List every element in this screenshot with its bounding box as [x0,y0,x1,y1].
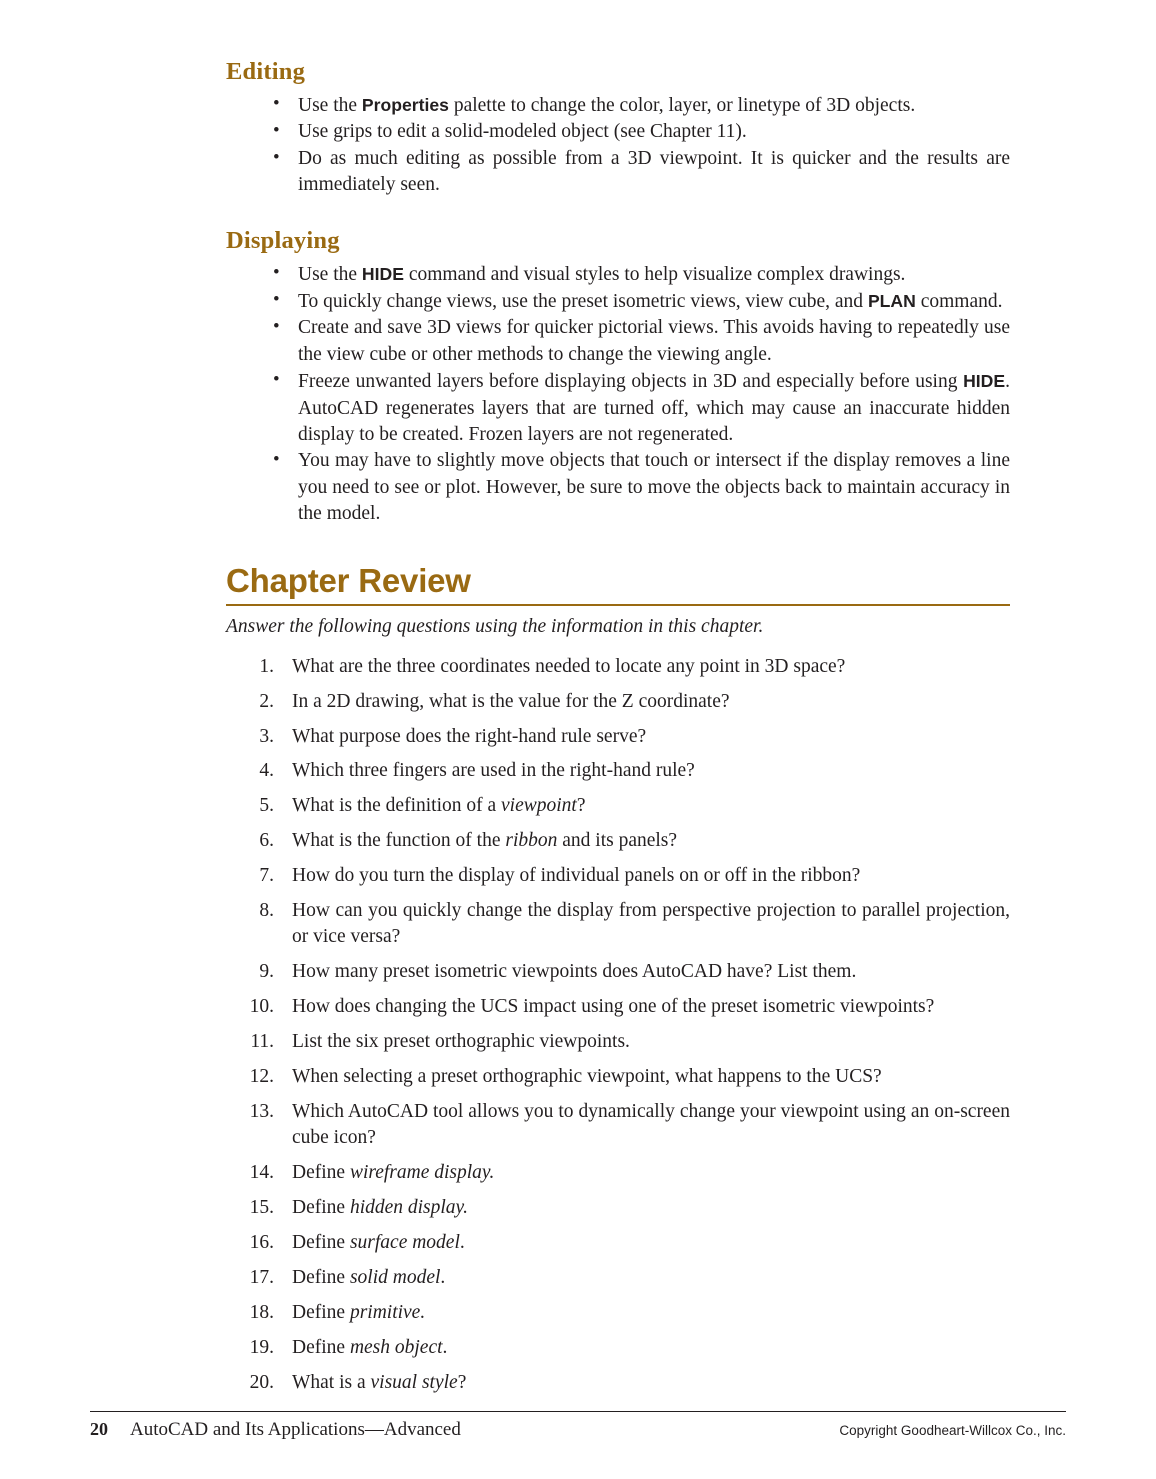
text-run: Define [292,1336,350,1358]
text-run: Which three fingers are used in the right-hand rule? [292,760,695,782]
text-run: In a 2D drawing, what is the value for the Z coordinate? [292,690,730,712]
emphasis-bold: HIDE [361,263,404,284]
review-question-item [234,1370,1010,1396]
footer-copyright: Copyright Goodheart-Willcox Co., Inc. [839,1423,1066,1438]
list-item [270,119,1010,145]
text-run: Define [292,1232,350,1254]
text-run: To quickly change views, use the preset isometric views, view cube, and [298,291,868,313]
emphasis-bold: PLAN [867,291,916,312]
review-question-item [234,1335,1010,1361]
text-run: Use grips to edit a solid-modeled object (see Chapter 11). [298,121,747,143]
list-item [270,288,1010,315]
text-run: How do you turn the display of individual panels on or off in the ribbon? [292,865,861,887]
text-run: . [459,1232,465,1254]
list-item [270,315,1010,368]
review-question-item [234,724,1010,750]
emphasis-italic: wireframe display. [349,1162,495,1184]
text-run: What purpose does the right-hand rule serve? [292,725,647,747]
section-heading-displaying: Displaying [226,226,340,254]
review-question-item [234,1195,1010,1221]
text-run: You may have to slightly move objects that touch or intersect if the display removes a line you need to see or plot. However, be sure to move the objects back to maintain accuracy in the model. [298,450,1010,525]
text-run: Use the [298,263,362,285]
list-item [270,92,1010,119]
text-run: and its panels? [557,830,678,852]
emphasis-italic: mesh object [349,1336,443,1358]
text-run: What are the three coordinates needed to locate any point in 3D space? [292,655,846,677]
heading-divider [226,604,1010,606]
text-run: . [440,1267,446,1288]
review-question-item [234,863,1010,889]
review-question-item [234,654,1010,680]
emphasis-italic: solid model [349,1267,441,1288]
emphasis-italic: ribbon [505,830,558,852]
text-run: How can you quickly change the display from perspective projection to parallel projection, or vice versa? [292,900,1010,948]
emphasis-bold: Properties [361,95,449,115]
text-run: Use the [298,95,362,116]
text-run: Create and save 3D views for quicker pictorial views. This avoids having to repeatedly use the view cube or other methods to change the viewing angle. [298,317,1010,365]
chapter-review-intro: Answer the following questions using the information in this chapter. [226,615,764,637]
list-item [270,448,1010,527]
list-item [270,261,1010,288]
text-run: List the six preset orthographic viewpoints. [292,1031,630,1053]
text-run: Which AutoCAD tool allows you to dynamically change your viewpoint using an on-screen cube icon? [292,1100,1010,1149]
text-run: . AutoCAD regenerates layers that are turned off, which may cause an inaccurate hidden display to be created. Frozen layers are not regenerated. [298,371,1010,446]
text-run: command. [915,291,1003,313]
review-question-item [234,758,1010,784]
review-question-item [234,959,1010,985]
review-question-item [234,1064,1010,1090]
emphasis-italic: primitive. [349,1301,426,1323]
review-questions-list [226,654,1010,1396]
text-run: How does changing the UCS impact using one of the preset isometric viewpoints? [292,996,935,1018]
review-question-item [234,793,1010,819]
text-run: When selecting a preset orthographic viewpoint, what happens to the UCS? [292,1066,882,1088]
text-run: Do as much editing as possible from a 3D viewpoint. It is quicker and the results are immediately seen. [298,147,1010,196]
text-run: Freeze unwanted layers before displaying objects in 3D and especially before using [298,371,964,393]
text-run: Define [292,1267,350,1288]
text-run: What is the function of the [292,830,506,852]
emphasis-bold: HIDE [963,371,1006,392]
text-run: palette to change the color, layer, or linetype of 3D objects. [448,95,916,116]
bullet-list-editing [226,92,1010,199]
review-question-item [234,1265,1010,1291]
text-run: ? [576,795,586,817]
review-question-item [234,1160,1010,1186]
section-heading-editing: Editing [226,58,306,85]
page-number: 20 [90,1419,108,1439]
review-question-item [234,898,1010,951]
emphasis-italic: hidden display. [349,1197,469,1219]
review-question-item [234,828,1010,854]
review-question-item [234,1099,1010,1152]
list-item [270,368,1010,448]
review-question-item [234,689,1010,715]
review-question-item [234,994,1010,1020]
emphasis-italic: visual style [370,1371,458,1393]
text-run: Define [292,1197,350,1219]
text-run: . [442,1336,448,1358]
emphasis-italic: surface model [349,1232,460,1254]
text-run: How many preset isometric viewpoints does AutoCAD have? List them. [292,961,857,983]
bullet-list-displaying [226,261,1010,528]
text-run: What is a [292,1371,371,1393]
page-footer [90,1411,1066,1441]
review-question-item [234,1300,1010,1326]
emphasis-italic: viewpoint [501,795,577,817]
list-item [270,146,1010,199]
review-question-item [234,1230,1010,1256]
chapter-review-title: Chapter Review [226,561,471,599]
text-run: What is the definition of a [292,795,502,817]
text-run: Define [292,1301,350,1323]
text-run: command and visual styles to help visualize complex drawings. [403,263,906,285]
text-run: Define [292,1162,350,1184]
footer-left [90,1419,461,1441]
text-run: ? [457,1371,467,1393]
review-question-item [234,1029,1010,1055]
footer-book-title: AutoCAD and Its Applications—Advanced [130,1419,461,1440]
